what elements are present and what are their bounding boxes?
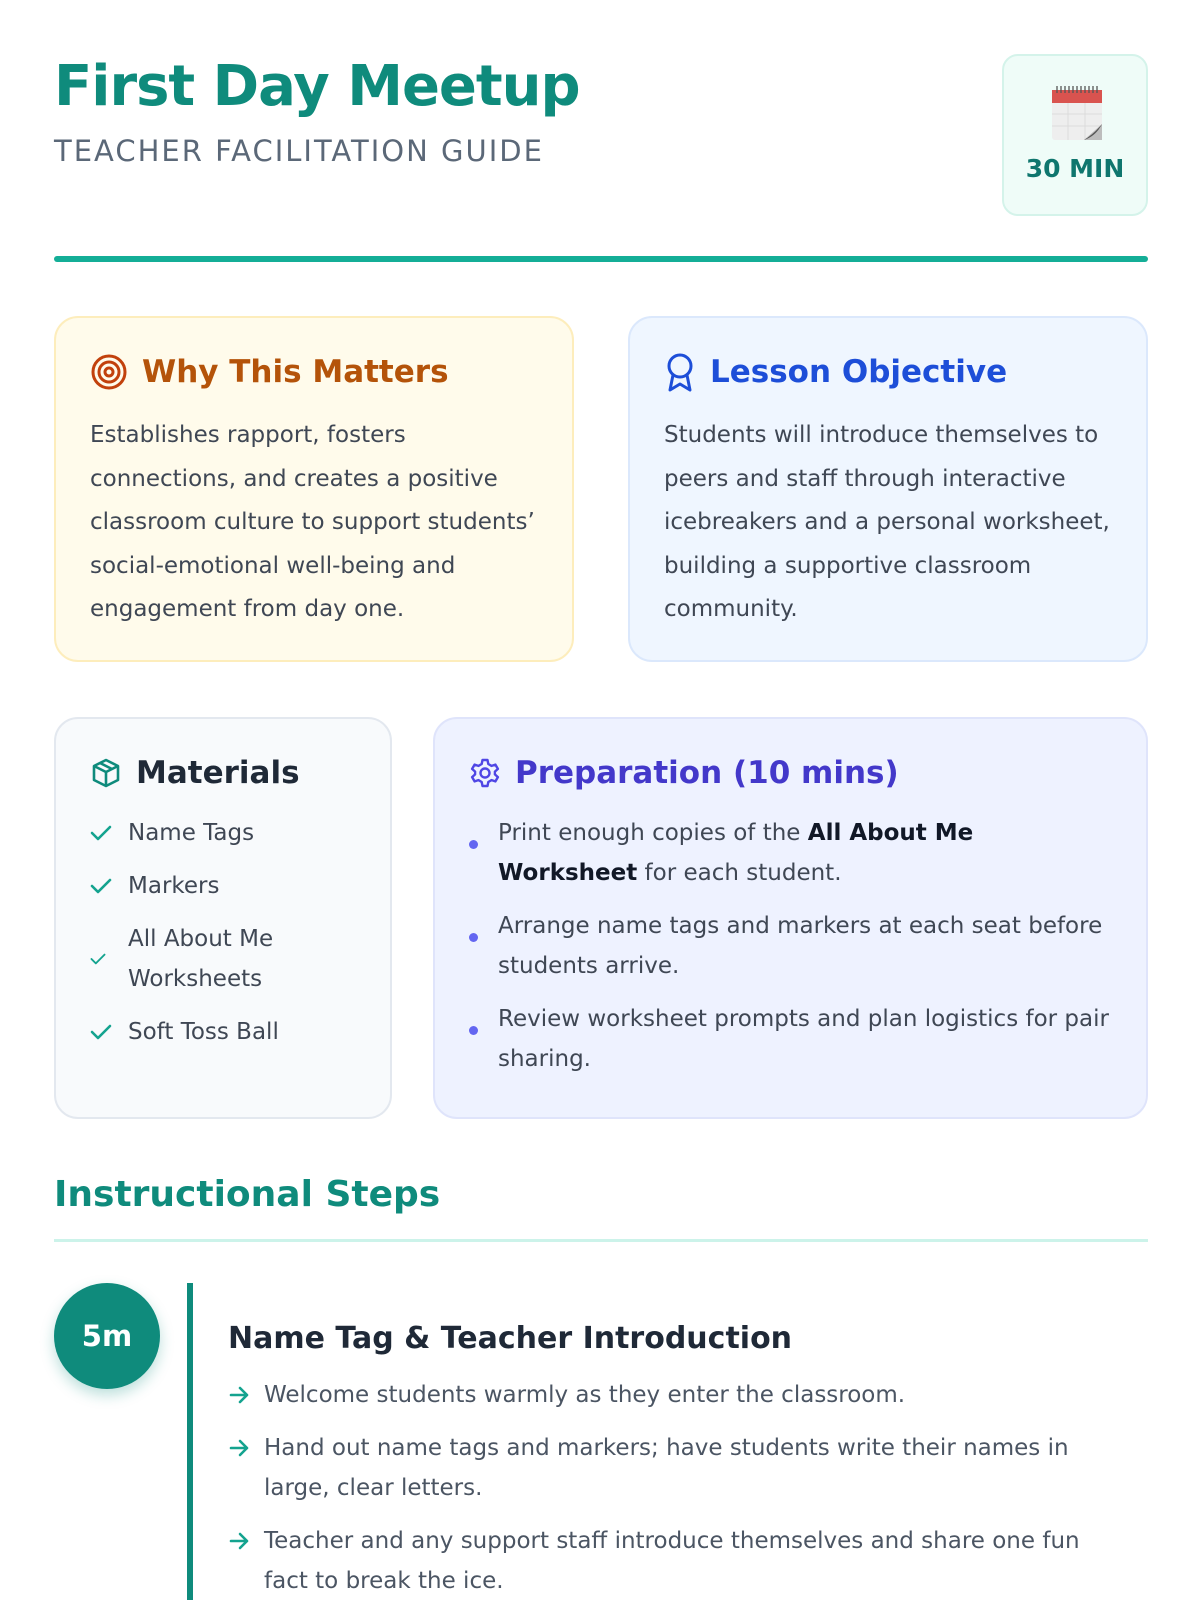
step-duration-badge	[54, 1283, 160, 1389]
step-text: Welcome students warmly as they enter the classroom.	[264, 1382, 906, 1408]
list-item	[90, 1012, 370, 1052]
objective-body: Students will introduce themselves to peers and staff through interactive icebreakers and a personal worksheet, building a supportive classroom community.	[664, 422, 1110, 622]
target-icon	[90, 353, 128, 391]
prep-text: Print enough copies of the All About Me Worksheet for each student.	[498, 820, 974, 886]
gear-icon	[469, 757, 501, 789]
objective-title: Lesson Objective	[710, 354, 1008, 390]
materials-title: Materials	[136, 755, 300, 791]
why-body: Establishes rapport, fosters connections, and creates a positive classroom culture to support students’ social-emotional well-being and engagement from day one.	[90, 422, 535, 622]
award-icon	[664, 352, 696, 392]
arrow-right-icon	[228, 1438, 250, 1458]
arrow-right-icon	[228, 1385, 250, 1405]
duration-label: 30 MIN	[1025, 154, 1125, 183]
list-item	[228, 1521, 1118, 1600]
bullet-icon	[469, 933, 478, 942]
step-card	[193, 1283, 1148, 1600]
material-label: All About Me Worksheets	[128, 926, 274, 992]
list-item	[228, 1428, 1118, 1508]
section-divider	[54, 1239, 1148, 1242]
duration-badge	[1002, 54, 1148, 216]
material-label: Soft Toss Ball	[128, 1019, 279, 1045]
lesson-objective-card	[628, 316, 1148, 662]
materials-list	[90, 813, 370, 1065]
section-title: Instructional Steps	[54, 1174, 441, 1215]
list-item	[469, 813, 1120, 893]
box-icon	[90, 757, 122, 789]
prep-emphasis: All About Me Worksheet	[498, 820, 974, 886]
list-item	[90, 813, 370, 853]
why-title: Why This Matters	[142, 354, 449, 390]
preparation-list	[469, 813, 1120, 1092]
check-icon	[90, 877, 112, 895]
arrow-right-icon	[228, 1531, 250, 1551]
header-divider	[54, 256, 1148, 262]
check-icon	[90, 824, 112, 842]
step-title: Name Tag & Teacher Introduction	[228, 1321, 793, 1356]
check-icon	[90, 952, 106, 966]
calendar-icon	[1050, 84, 1104, 142]
list-item	[90, 919, 370, 999]
bullet-icon	[469, 840, 478, 849]
page-header	[54, 52, 1148, 212]
check-icon	[90, 1023, 112, 1041]
prep-text: Arrange name tags and markers at each seat before students arrive.	[498, 913, 1103, 979]
material-label: Markers	[128, 873, 220, 899]
prep-text: Review worksheet prompts and plan logistics for pair sharing.	[498, 1006, 1109, 1072]
why-this-matters-card	[54, 316, 574, 662]
list-item	[228, 1375, 1118, 1415]
material-label: Name Tags	[128, 820, 255, 846]
list-item	[469, 906, 1120, 986]
step-text: Hand out name tags and markers; have students write their names in large, clear letters.	[264, 1435, 1069, 1501]
step-duration: 5m	[81, 1319, 133, 1353]
page-title: First Day Meetup	[54, 54, 580, 119]
list-item	[469, 999, 1120, 1079]
step-text: Teacher and any support staff introduce themselves and share one fun fact to break the ice.	[264, 1528, 1080, 1594]
bullet-icon	[469, 1026, 478, 1035]
preparation-title: Preparation (10 mins)	[515, 755, 899, 791]
preparation-card	[433, 717, 1148, 1119]
list-item	[90, 866, 370, 906]
materials-card	[54, 717, 392, 1119]
page-subtitle: TEACHER FACILITATION GUIDE	[54, 134, 544, 168]
step-list	[228, 1375, 1118, 1600]
